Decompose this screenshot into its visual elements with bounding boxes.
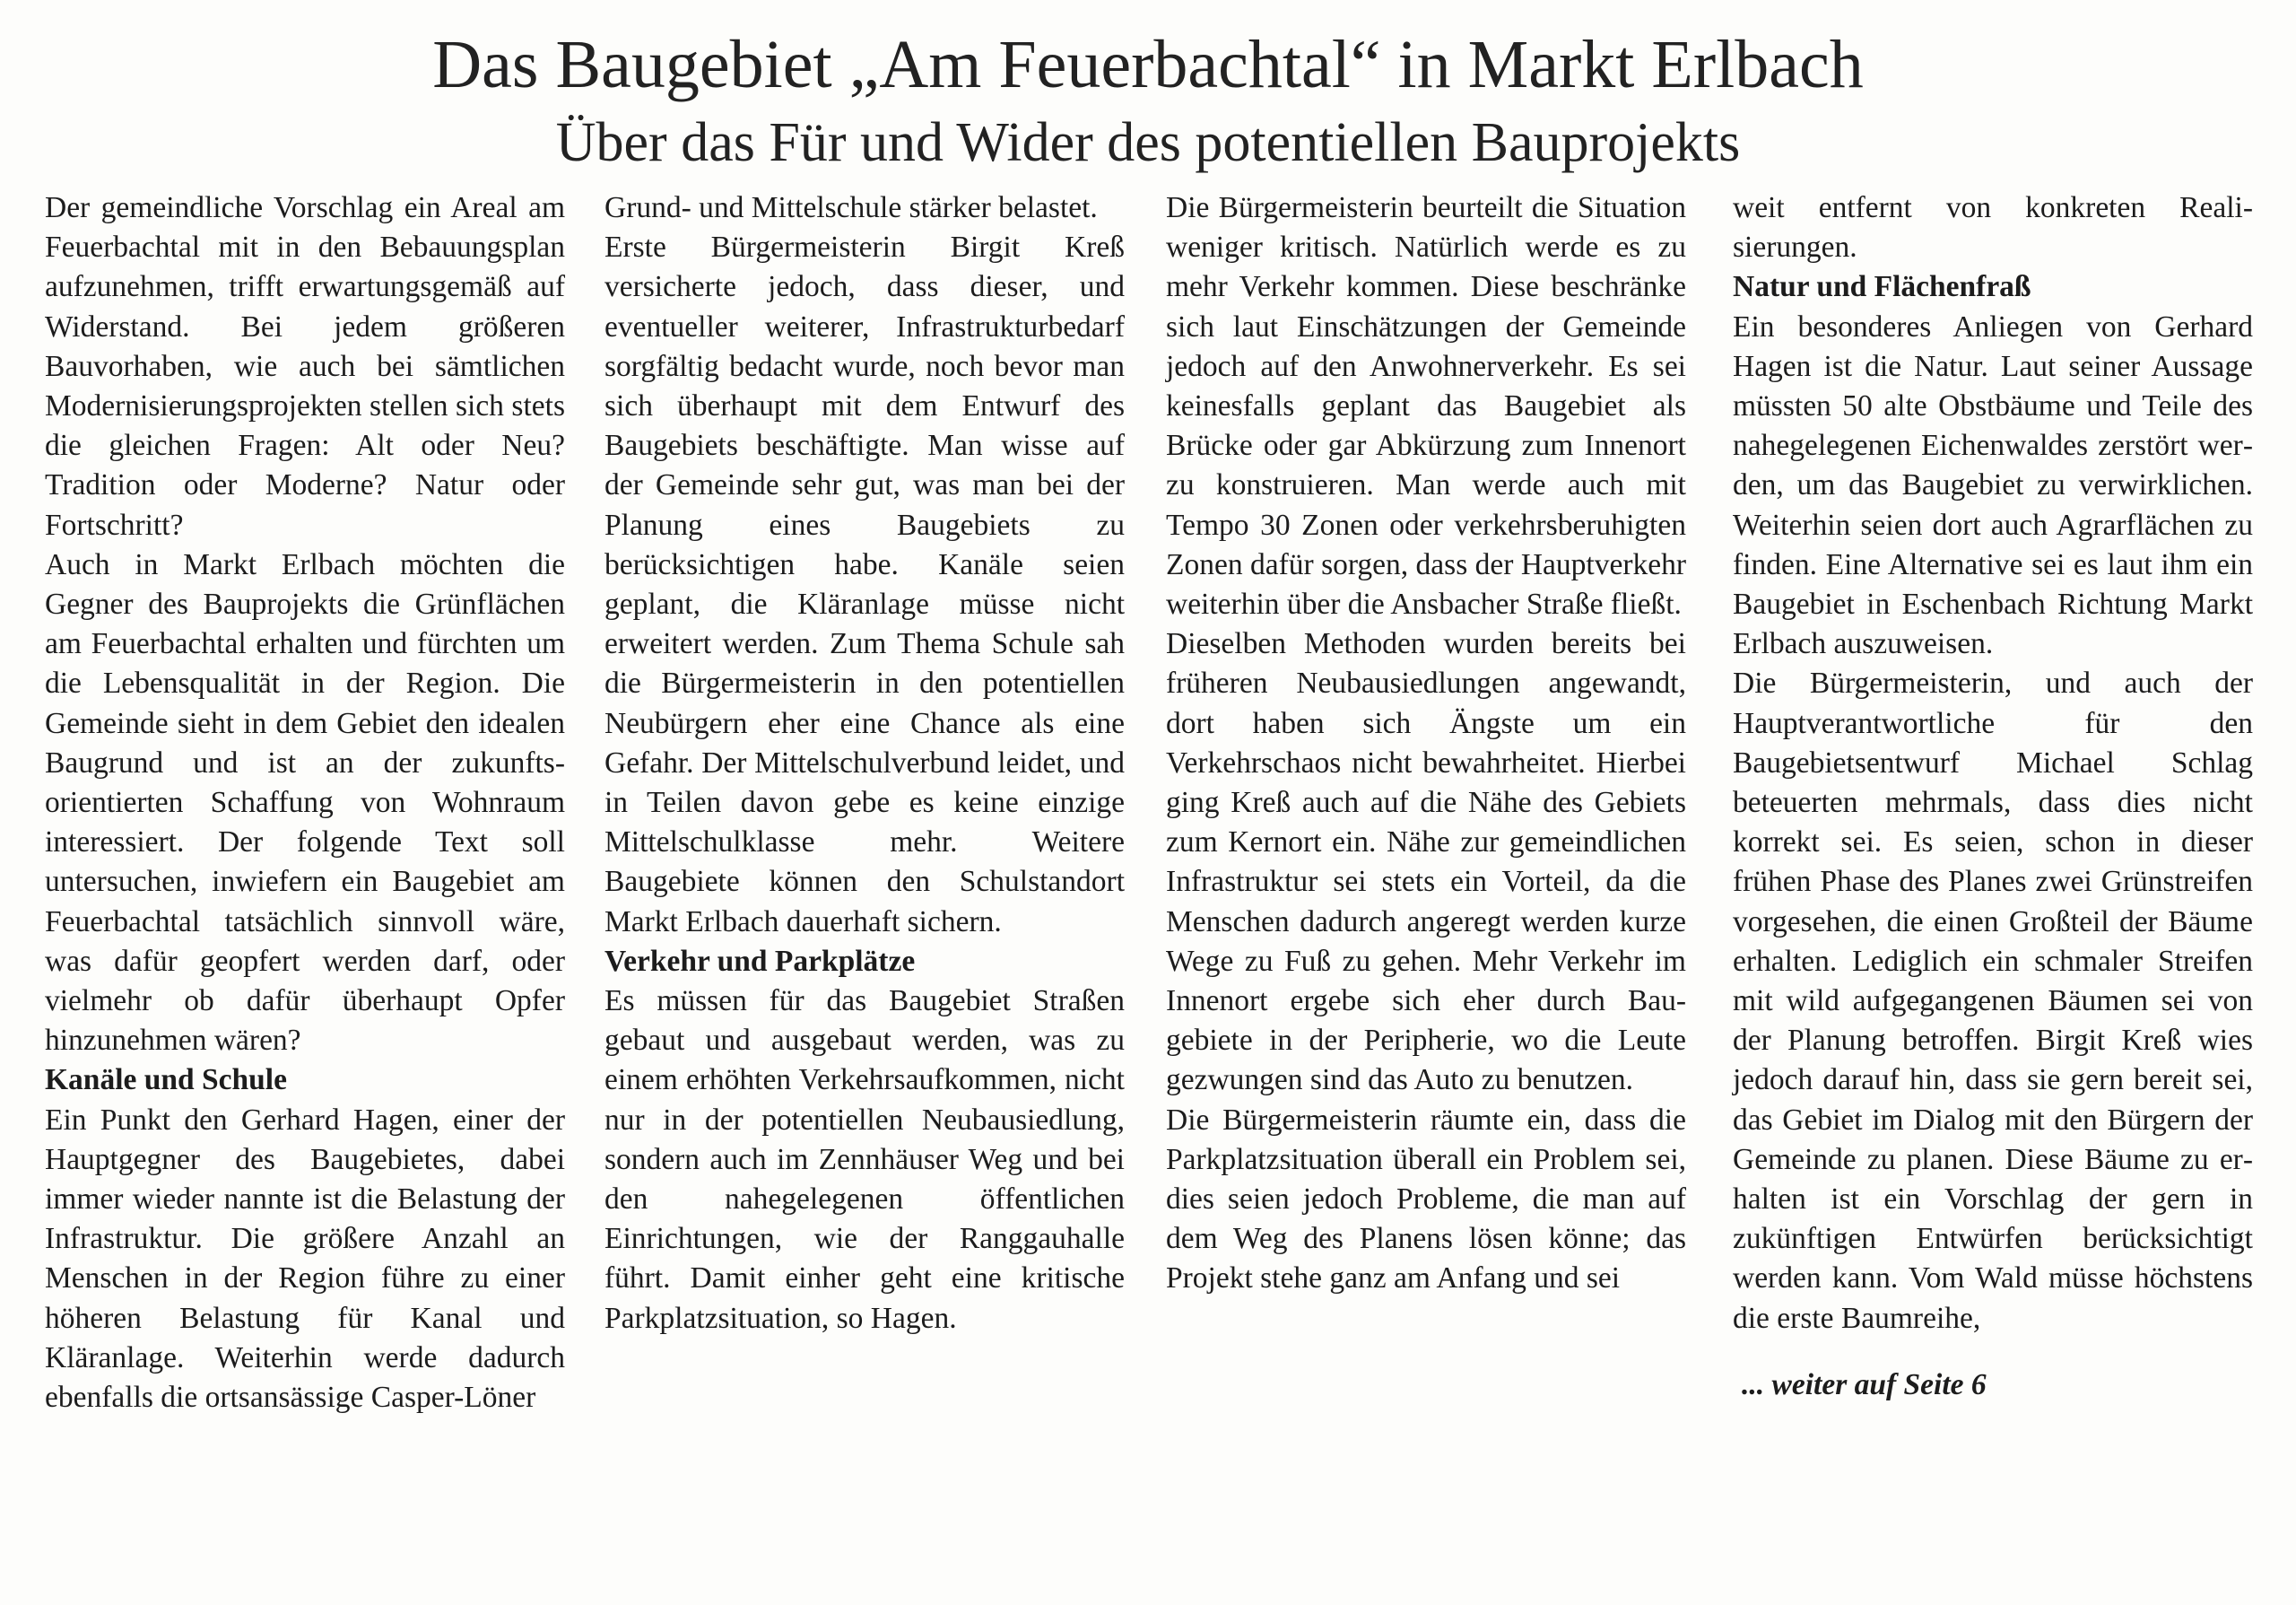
paragraph: Der gemeindliche Vorschlag ein Areal am Feuerbachtal mit in den Bebauungsplan aufzunehmen, trifft erwartungsgemäß auf Widerstand. Bei jedem größeren Bauvorhaben, wie auch bei sämtlichen Modernisierungsprojekten stellen sich stets die gleichen Fragen: Alt oder Neu? Tradition oder Moderne? Natur oder Fortschritt? — [45, 191, 565, 542]
paragraph: Auch in Markt Erlbach möchten die Gegner des Bauprojekts die Grünflächen am Feuerbachtal erhalten und fürchten um die Lebensqualität in der Region. Die Gemeinde sieht in dem Gebiet den idealen Baugrund und ist an der zukunftsorientierten Schaffung von Wohnraum interessiert. Der folgende Text soll untersuchen, inwiefern ein Baugebiet am Feuerbachtal tatsächlich sinnvoll wäre, was dafür geopfert werden darf, oder vielmehr ob dafür überhaupt Opfer hinzunehmen wären? — [45, 547, 565, 1058]
article-column-3 — [1166, 188, 1686, 1299]
paragraph: Erste Bürgermeisterin Birgit Kreß versicherte jedoch, dass dieser, und eventueller weiterer, Infrastrukturbedarf sorgfältig bedacht wurde, noch bevor man sich überhaupt mit dem Entwurf des Baugebiets beschäftigte. Man wisse auf der Gemeinde sehr gut, was man bei der Planung eines Baugebiets zu berücksichtigen habe. Kanäle seien geplant, die Kläranlage müsse nicht erweitert werden. Zum Thema Schule sah die Bürgermeisterin in den potentiellen Neubürgern eher eine Chance als eine Gefahr. Der Mittelschulverbund leidet, und in Teilen davon gebe es keine einzige Mittelschulklasse mehr. Weitere Baugebiete können den Schulstandort Markt Erlbach dauerhaft sichern. — [604, 231, 1125, 938]
paragraph: Dieselben Methoden wurden bereits bei früheren Neubausiedlungen angewandt, dort haben sich Ängste um ein Verkehrschaos nicht bewahrheitet. Hierbei ging Kreß auch auf die Nähe des Gebiets zum Kernort ein. Nähe zur gemeindlichen Infrastruktur sei stets ein Vorteil, da die Menschen dadurch angeregt werden kurze Wege zu Fuß zu gehen. Mehr Verkehr im Innenort ergebe sich eher durch Baugebiete in der Peripherie, wo die Leute gezwungen sind das Auto zu benutzen. — [1166, 627, 1686, 1097]
paragraph: Ein besonderes Anliegen von Gerhard Hagen ist die Natur. Laut seiner Aussage müssten 50 alte Obstbäume und Teile des nahegelegenen Eichenwaldes zerstört werden, um das Baugebiet zu verwirklichen. Weiterhin seien dort auch Agrarflächen zu finden. Eine Alternative sei es laut ihm ein Baugebiet in Eschenbach Richtung Markt Erlbach auszuweisen. — [1733, 310, 2253, 661]
paragraph: Die Bürgermeisterin räumte ein, dass die Parkplatzsituation überall ein Problem sei, dies seien jedoch Probleme, die man auf dem Weg des Planens lösen könne; das Projekt stehe ganz am Anfang und sei — [1166, 1103, 1686, 1295]
paragraph: weit entfernt von konkreten Realisierungen. — [1733, 191, 2253, 265]
section-heading-kanaele-und-schule: Kanäle und Schule — [45, 1063, 287, 1097]
paragraph: Die Bürgermeisterin, und auch der Hauptverantwortliche für den Baugebietsentwurf Michael Schlag beteuerten mehrmals, dass dies nicht korrekt sei. Es seien, schon in dieser frühen Phase des Planes zwei Grünstreifen vorgesehen, die einen Großteil der Bäume erhalten. Lediglich ein schmaler Streifen mit wild aufgegangenen Bäumen sei von der Planung betroffen. Birgit Kreß wies jedoch darauf hin, dass sie gern bereit sei, das Gebiet im Dialog mit den Bürgern der Gemeinde zu planen. Diese Bäume zu erhalten ist ein Vorschlag der gern in zukünftigen Entwürfen berücksichtigt werden kann. Vom Wald müsse höchstens die erste Baumreihe, — [1733, 667, 2253, 1335]
paragraph: Grund- und Mittelschule stärker belastet. — [604, 191, 1098, 224]
continuation-note: ... weiter auf Seite 6 — [1742, 1367, 1987, 1401]
section-heading-verkehr-und-parkplaetze: Verkehr und Parkplätze — [604, 944, 916, 978]
article-title: Das Baugebiet „Am Feuerbachtal“ in Markt Erlbach — [432, 27, 1864, 102]
paragraph: Die Bürgermeisterin beurteilt die Situation weniger kritisch. Natürlich werde es zu mehr Verkehr kommen. Diese beschränke sich laut Einschätzungen der Gemeinde jedoch auf den Anwohnerverkehr. Es sei keinesfalls geplant das Baugebiet als Brücke oder gar Abkürzung zum Innenort zu konstruieren. Man werde auch mit Tempo 30 Zonen oder verkehrsberuhigten Zonen dafür sorgen, dass der Hauptverkehr weiterhin über die Ansbacher Straße fließt. — [1166, 191, 1686, 622]
article-column-4 — [1733, 188, 2253, 1405]
article-subtitle: Über das Für und Wider des potentiellen Bauprojekts — [555, 112, 1741, 173]
article-column-1 — [45, 188, 565, 1417]
article-column-2 — [604, 188, 1125, 1339]
paragraph: Ein Punkt den Gerhard Hagen, einer der Hauptgegner des Baugebietes, dabei immer wieder nannte ist die Belastung der Infrastruktur. Die größere Anzahl an Menschen in der Region führe zu einer höheren Belastung für Kanal und Kläranlage. Weiterhin werde dadurch ebenfalls die ortsansässige Casper-Löner — [45, 1103, 565, 1415]
paragraph: Es müssen für das Baugebiet Straßen gebaut und ausgebaut werden, was zu einem erhöhten Verkehrsaufkommen, nicht nur in der potentiellen Neubausiedlung, sondern auch im Zennhäuser Weg und bei den nahegelegenen öffentlichen Einrichtungen, wie der Ranggauhalle führt. Damit einher geht eine kritische Parkplatzsituation, so Hagen. — [604, 984, 1125, 1335]
section-heading-natur-und-flaechenfrass: Natur und Flächenfraß — [1733, 270, 2031, 304]
